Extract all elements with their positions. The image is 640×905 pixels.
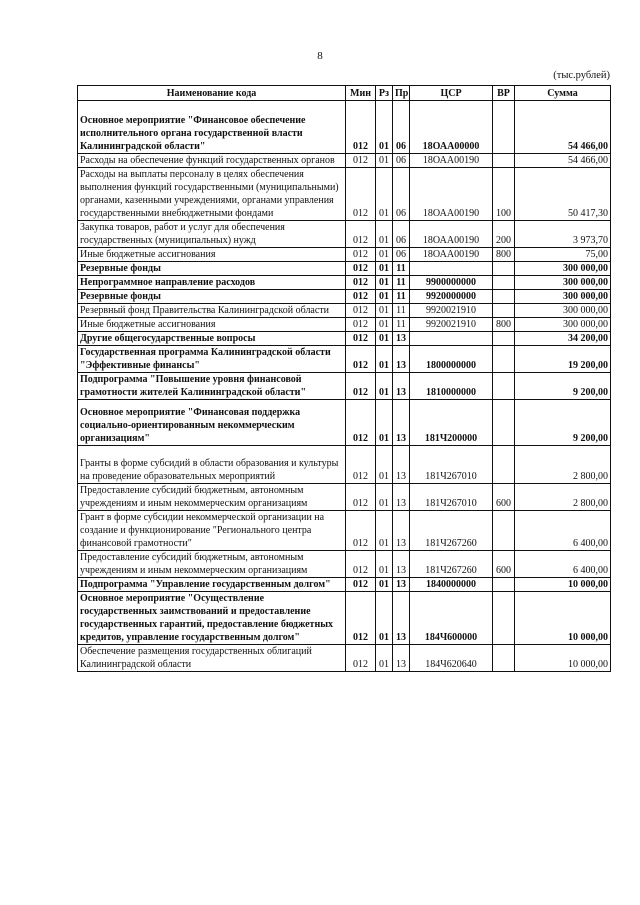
cell-min: 012 (346, 484, 376, 511)
cell-rz: 01 (376, 101, 393, 154)
cell-rz: 01 (376, 221, 393, 248)
cell-sum: 50 417,30 (515, 168, 611, 221)
cell-sum: 300 000,00 (515, 304, 611, 318)
units-label: (тыс.рублей) (553, 70, 610, 81)
table-row (78, 221, 611, 248)
cell-csr (410, 332, 493, 346)
cell-min: 012 (346, 262, 376, 276)
cell-pr: 11 (393, 290, 410, 304)
cell-sum: 2 800,00 (515, 484, 611, 511)
cell-vr: 600 (493, 551, 515, 578)
cell-vr: 800 (493, 248, 515, 262)
table-row (78, 592, 611, 645)
cell-vr: 200 (493, 221, 515, 248)
header-min: Мин (346, 86, 376, 101)
cell-rz: 01 (376, 332, 393, 346)
cell-rz: 01 (376, 346, 393, 373)
cell-sum: 19 200,00 (515, 346, 611, 373)
cell-rz: 01 (376, 446, 393, 484)
cell-name: Другие общегосударственные вопросы (78, 332, 346, 346)
cell-vr (493, 373, 515, 400)
cell-min: 012 (346, 446, 376, 484)
cell-pr: 11 (393, 262, 410, 276)
cell-name: Предоставление субсидий бюджетным, автономным учреждениям и иным некоммерческим организациям (78, 551, 346, 578)
table-row (78, 373, 611, 400)
cell-sum: 3 973,70 (515, 221, 611, 248)
cell-vr (493, 346, 515, 373)
cell-min: 012 (346, 221, 376, 248)
cell-min: 012 (346, 248, 376, 262)
cell-sum: 300 000,00 (515, 262, 611, 276)
cell-name: Основное мероприятие "Осуществление государственных заимствований и предоставление государственных гарантий, предоставление бюджетных кредитов, управление государственным долгом" (78, 592, 346, 645)
cell-vr (493, 446, 515, 484)
cell-min: 012 (346, 346, 376, 373)
cell-vr (493, 304, 515, 318)
cell-min: 012 (346, 101, 376, 154)
cell-pr: 06 (393, 101, 410, 154)
cell-rz: 01 (376, 511, 393, 551)
budget-table (77, 85, 611, 672)
cell-csr: 9920000000 (410, 290, 493, 304)
table-row (78, 276, 611, 290)
cell-rz: 01 (376, 262, 393, 276)
cell-vr: 100 (493, 168, 515, 221)
cell-vr (493, 511, 515, 551)
cell-min: 012 (346, 290, 376, 304)
cell-pr: 13 (393, 373, 410, 400)
header-name: Наименование кода (78, 86, 346, 101)
cell-pr: 06 (393, 221, 410, 248)
cell-sum: 2 800,00 (515, 446, 611, 484)
cell-sum: 34 200,00 (515, 332, 611, 346)
cell-name: Обеспечение размещения государственных облигаций Калининградской области (78, 645, 346, 672)
cell-csr: 1810000000 (410, 373, 493, 400)
cell-min: 012 (346, 154, 376, 168)
table-row (78, 304, 611, 318)
cell-min: 012 (346, 332, 376, 346)
cell-sum: 54 466,00 (515, 101, 611, 154)
cell-csr: 1800000000 (410, 346, 493, 373)
cell-name: Грант в форме субсидии некоммерческой организации на создание и функционирование "Регионального центра финансовой грамотности" (78, 511, 346, 551)
cell-rz: 01 (376, 373, 393, 400)
cell-rz: 01 (376, 578, 393, 592)
cell-name: Закупка товаров, работ и услуг для обеспечения государственных (муниципальных) нужд (78, 221, 346, 248)
cell-csr: 181Ч267260 (410, 551, 493, 578)
cell-name: Резервные фонды (78, 262, 346, 276)
cell-min: 012 (346, 511, 376, 551)
header-vr: ВР (493, 86, 515, 101)
table-row (78, 332, 611, 346)
table-body (78, 101, 611, 672)
cell-min: 012 (346, 373, 376, 400)
header-csr: ЦСР (410, 86, 493, 101)
cell-pr: 13 (393, 400, 410, 446)
table-row (78, 511, 611, 551)
cell-pr: 13 (393, 346, 410, 373)
cell-min: 012 (346, 551, 376, 578)
table-row (78, 551, 611, 578)
cell-min: 012 (346, 304, 376, 318)
cell-pr: 06 (393, 168, 410, 221)
cell-name: Подпрограмма "Повышение уровня финансовой грамотности жителей Калининградской области" (78, 373, 346, 400)
cell-vr (493, 592, 515, 645)
cell-pr: 13 (393, 551, 410, 578)
cell-sum: 10 000,00 (515, 645, 611, 672)
cell-csr (410, 262, 493, 276)
cell-vr (493, 400, 515, 446)
cell-csr: 1840000000 (410, 578, 493, 592)
cell-sum: 6 400,00 (515, 551, 611, 578)
cell-pr: 11 (393, 304, 410, 318)
cell-sum: 300 000,00 (515, 290, 611, 304)
cell-min: 012 (346, 400, 376, 446)
cell-name: Резервный фонд Правительства Калининградской области (78, 304, 346, 318)
cell-vr (493, 154, 515, 168)
cell-rz: 01 (376, 400, 393, 446)
cell-pr: 13 (393, 592, 410, 645)
cell-vr: 800 (493, 318, 515, 332)
cell-csr: 181Ч267010 (410, 446, 493, 484)
header-rz: Рз (376, 86, 393, 101)
cell-pr: 11 (393, 318, 410, 332)
table-row (78, 248, 611, 262)
cell-name: Иные бюджетные ассигнования (78, 248, 346, 262)
cell-pr: 13 (393, 578, 410, 592)
cell-rz: 01 (376, 168, 393, 221)
cell-vr: 600 (493, 484, 515, 511)
table-row (78, 290, 611, 304)
cell-pr: 06 (393, 248, 410, 262)
cell-rz: 01 (376, 276, 393, 290)
cell-csr: 9900000000 (410, 276, 493, 290)
table-row (78, 645, 611, 672)
cell-rz: 01 (376, 551, 393, 578)
table-row (78, 400, 611, 446)
cell-name: Подпрограмма "Управление государственным долгом" (78, 578, 346, 592)
cell-pr: 13 (393, 332, 410, 346)
cell-vr (493, 276, 515, 290)
page-number: 8 (317, 50, 323, 62)
cell-csr: 184Ч600000 (410, 592, 493, 645)
cell-sum: 10 000,00 (515, 592, 611, 645)
cell-name: Предоставление субсидий бюджетным, автономным учреждениям и иным некоммерческим организациям (78, 484, 346, 511)
cell-vr (493, 332, 515, 346)
cell-rz: 01 (376, 318, 393, 332)
table-header-row (78, 86, 611, 101)
cell-min: 012 (346, 592, 376, 645)
cell-sum: 10 000,00 (515, 578, 611, 592)
header-sum: Сумма (515, 86, 611, 101)
cell-name: Непрограммное направление расходов (78, 276, 346, 290)
table-row (78, 446, 611, 484)
cell-vr (493, 578, 515, 592)
cell-csr: 18ОАА00190 (410, 248, 493, 262)
cell-min: 012 (346, 168, 376, 221)
cell-min: 012 (346, 276, 376, 290)
cell-csr: 18ОАА00190 (410, 221, 493, 248)
cell-name: Расходы на выплаты персоналу в целях обеспечения выполнения функций государственными (муниципальными) органами, казенными учреждениями, органами управления государственными внебюджетными фондами (78, 168, 346, 221)
cell-name: Гранты в форме субсидий в области образования и культуры на проведение образовательных мероприятий (78, 446, 346, 484)
cell-rz: 01 (376, 248, 393, 262)
cell-rz: 01 (376, 290, 393, 304)
cell-name: Государственная программа Калининградской области "Эффективные финансы" (78, 346, 346, 373)
cell-name: Основное мероприятие "Финансовая поддержка социально-ориентированным некоммерческим организациям" (78, 400, 346, 446)
cell-pr: 11 (393, 276, 410, 290)
cell-pr: 13 (393, 645, 410, 672)
cell-csr: 184Ч620640 (410, 645, 493, 672)
cell-csr: 9920021910 (410, 304, 493, 318)
cell-sum: 9 200,00 (515, 373, 611, 400)
cell-rz: 01 (376, 645, 393, 672)
cell-pr: 13 (393, 511, 410, 551)
cell-csr: 18ОАА00190 (410, 168, 493, 221)
cell-rz: 01 (376, 592, 393, 645)
cell-min: 012 (346, 645, 376, 672)
cell-vr (493, 262, 515, 276)
cell-csr: 9920021910 (410, 318, 493, 332)
table-row (78, 101, 611, 154)
cell-sum: 300 000,00 (515, 276, 611, 290)
cell-min: 012 (346, 318, 376, 332)
cell-csr: 181Ч267010 (410, 484, 493, 511)
cell-min: 012 (346, 578, 376, 592)
cell-vr (493, 101, 515, 154)
cell-sum: 75,00 (515, 248, 611, 262)
cell-name: Резервные фонды (78, 290, 346, 304)
cell-csr: 181Ч200000 (410, 400, 493, 446)
cell-sum: 6 400,00 (515, 511, 611, 551)
cell-csr: 181Ч267260 (410, 511, 493, 551)
cell-pr: 13 (393, 484, 410, 511)
cell-vr (493, 290, 515, 304)
cell-sum: 54 466,00 (515, 154, 611, 168)
header-pr: Пр (393, 86, 410, 101)
table-row (78, 154, 611, 168)
cell-sum: 9 200,00 (515, 400, 611, 446)
table-row (78, 484, 611, 511)
cell-rz: 01 (376, 484, 393, 511)
cell-pr: 13 (393, 446, 410, 484)
table-row (78, 168, 611, 221)
cell-name: Основное мероприятие "Финансовое обеспечение исполнительного органа государственной власти Калининградской области" (78, 101, 346, 154)
table-row (78, 346, 611, 373)
cell-csr: 18ОАА00190 (410, 154, 493, 168)
cell-sum: 300 000,00 (515, 318, 611, 332)
cell-csr: 18ОАА00000 (410, 101, 493, 154)
table-row (78, 318, 611, 332)
cell-name: Расходы на обеспечение функций государственных органов (78, 154, 346, 168)
cell-rz: 01 (376, 154, 393, 168)
table-row (78, 578, 611, 592)
cell-name: Иные бюджетные ассигнования (78, 318, 346, 332)
cell-rz: 01 (376, 304, 393, 318)
cell-pr: 06 (393, 154, 410, 168)
table-row (78, 262, 611, 276)
cell-vr (493, 645, 515, 672)
